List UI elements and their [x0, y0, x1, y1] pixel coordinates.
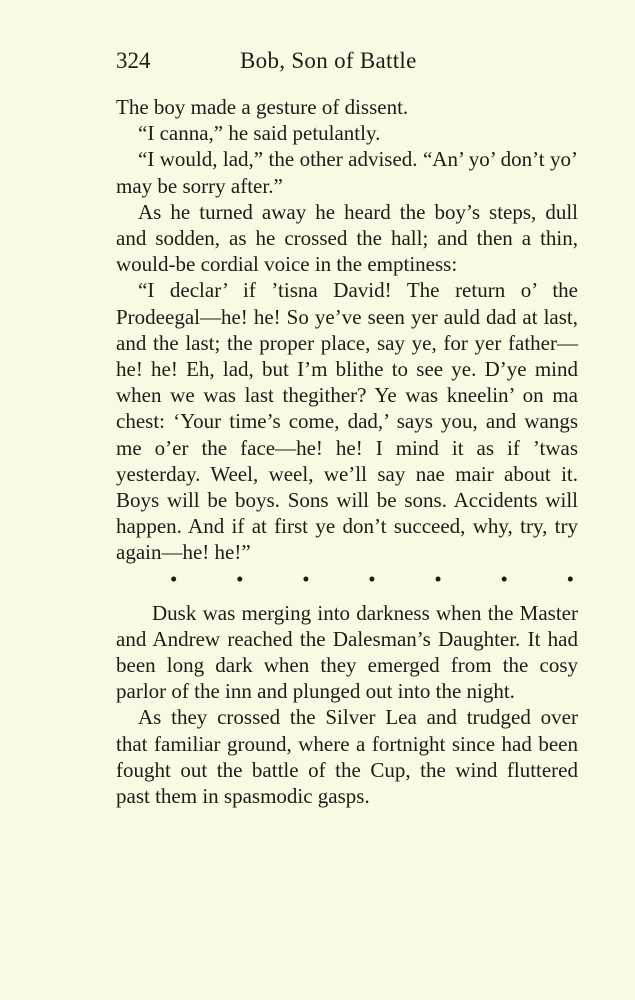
paragraph: “I would, lad,” the other advised. “An’ yo’ don’t yo’ may be sorry after.”	[116, 147, 578, 198]
section-break-dot: •	[566, 566, 574, 591]
section-break-dot: •	[170, 566, 178, 591]
section-break-dot: •	[302, 566, 310, 591]
running-header	[116, 48, 578, 80]
body-text	[116, 94, 578, 809]
paragraph: “I canna,” he said petulantly.	[138, 121, 381, 146]
section-break-dot: •	[434, 566, 442, 591]
paragraph: Dusk was merging into darkness when the Master and Andrew reached the Dalesman’s Daughter. It had been long dark when they emerged from the cosy parlor of the inn and plunged out into the night.	[116, 600, 578, 704]
paragraph: “I declar’ if ’tisna David! The return o’ the Prodeegal—he! he! So ye’ve seen yer auld dad at last, and the last; the proper place, say ye, for yer father—he! he! Eh, lad, but I’m blithe to see ye. D’ye mind when we was last thegither? Ye was kneelin’ on ma chest: ‘Your time’s come, dad,’ says you, and wangs me o’er the face—he! he! I mind it as if ’twas yesterday. Weel, weel, we’ll say nae mair about it. Boys will be boys. Sons will be sons. Accidents will happen. And if at first ye don’t succeed, why, try, try again—he! he!”	[116, 278, 578, 565]
section-break-dot: •	[368, 566, 376, 591]
section-break-dot: •	[500, 566, 508, 591]
paragraph: As they crossed the Silver Lea and trudged over that familiar ground, where a fortnight since had been fought out the battle of the Cup, the wind fluttered past them in spasmodic gasps.	[116, 705, 578, 809]
running-title: Bob, Son of Battle	[240, 48, 417, 73]
section-break	[116, 566, 578, 592]
page-number: 324	[116, 48, 151, 73]
paragraph: The boy made a gesture of dissent.	[116, 95, 409, 119]
paragraph: As he turned away he heard the boy’s steps, dull and sodden, as he crossed the hall; and then a thin, would-be cordial voice in the emptiness:	[116, 199, 578, 277]
section-break-dot: •	[236, 566, 244, 591]
